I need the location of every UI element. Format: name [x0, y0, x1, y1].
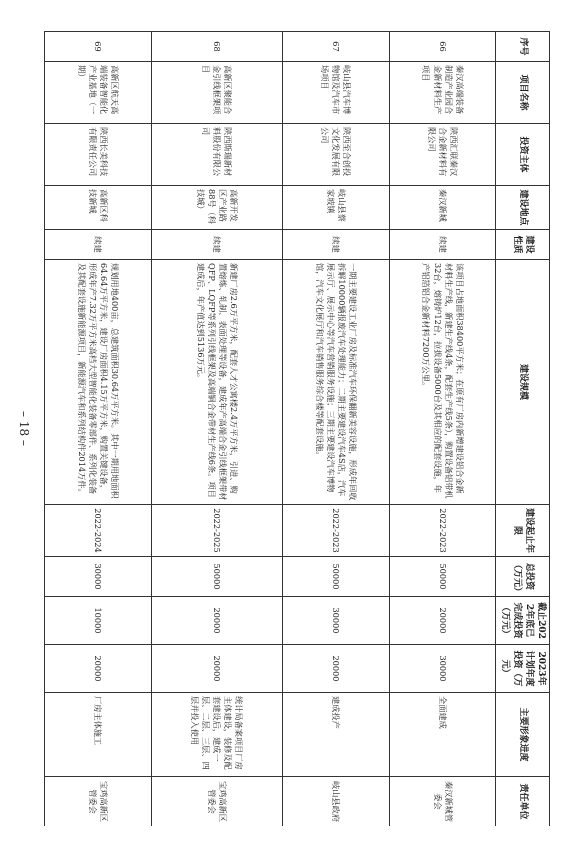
table-row: [389, 32, 496, 827]
total-investment: 30000: [45, 557, 152, 597]
header-cell: 投资主体: [496, 124, 550, 186]
planned-investment: 30000: [389, 645, 496, 693]
scale: 新建厂房2.6万平方米，配套人才公寓楼2.4万平方米，引进、购置熔炼、轧制、表面处理等设备，建成年产高端合金引线框架带材QFP、LQFP等系列引线框架及高端铜合金带材生产线6条。项目建成后，年产值达到5136万元。: [151, 260, 282, 505]
header-cell: 责任单位: [496, 777, 550, 827]
rotated-table-wrapper: [44, 31, 550, 826]
responsible-unit: 岐山县政府: [282, 777, 389, 827]
header-cell: 项目名称: [496, 62, 550, 124]
responsible-unit: 宝鸡高新区管委会: [151, 777, 282, 827]
completed-investment: 20000: [151, 597, 282, 645]
nature: 续建: [282, 230, 389, 260]
scale: 一期主要建设工业厂房及标准汽车环保翻新美容设施，形成年回收拆解10000辆报废汽车处理能力；二期主要建设汽车4S店，汽车展示厅、展示中心等汽车营销服务设施；三期主要建设汽车博物馆，汽车文化展厅和汽车销售服务综合楼等配套设施。: [282, 260, 389, 505]
investor: 陕西至合创投文化发展有限公司: [282, 124, 389, 186]
row-number: 68: [151, 32, 282, 62]
planned-investment: 20000: [151, 645, 282, 693]
planned-investment: 20000: [282, 645, 389, 693]
years: 2022-2023: [282, 505, 389, 557]
row-number: 66: [389, 32, 496, 62]
scale: 规划用地400亩，总建筑面积30.64万平方米。其中一期用地面积64.64万平方米，建设厂房面积4.15万平方米，购置关键设备，形成年产7.32万平方米高档大型智能化装备零部件、系列化装备及其配套设施新能源项目，新能源汽车和系列结构件2014万件。: [45, 260, 152, 505]
planned-investment: 20000: [45, 645, 152, 693]
header-cell: 建设起止年限: [496, 505, 550, 557]
project-name: 秦汉高端装备制造产业园合金新材料生产项目: [389, 62, 496, 124]
responsible-unit: 秦汉新城管委会: [389, 777, 496, 827]
progress: 全面建成: [389, 693, 496, 777]
table-row: [151, 32, 282, 827]
total-investment: 50000: [389, 557, 496, 597]
header-cell: 建设性质: [496, 230, 550, 260]
years: 2022-2025: [151, 505, 282, 557]
project-name: 高新区航天高端装备智能化产业基地（一期）: [45, 62, 152, 124]
header-cell: 总投资（万元）: [496, 557, 550, 597]
total-investment: 50000: [151, 557, 282, 597]
row-number: 67: [282, 32, 389, 62]
completed-investment: 10000: [45, 597, 152, 645]
header-cell: 建设规模: [496, 260, 550, 505]
nature: 续建: [45, 230, 152, 260]
completed-investment: 30000: [282, 597, 389, 645]
location: 秦汉新城: [389, 186, 496, 230]
investor: 陕西斯瑞新材料股份有限公司: [151, 124, 282, 186]
project-name: 高新区聚能合金引线框架项目: [151, 62, 282, 124]
row-number: 69: [45, 32, 152, 62]
nature: 续建: [389, 230, 496, 260]
scale: 该项目占地面积38400平方米；在原有厂房内新增建设铝合金新材料生产线，新建生产线4条，配套生产线5条），购置设备铝带机32台，熔铸炉12台，拉拔设备5000台及其相应的配套设施，年产铝箔铝合金新材料7200万公里。: [389, 260, 496, 505]
page-number: – 18 –: [17, 411, 31, 446]
years: 2022-2024: [45, 505, 152, 557]
investor: 陕西长美科技有限责任公司: [45, 124, 152, 186]
progress: 建成投产: [282, 693, 389, 777]
header-cell: 建设地点: [496, 186, 550, 230]
completed-investment: 20000: [389, 597, 496, 645]
nature: 续建: [151, 230, 282, 260]
location: 高新开发区产业路88号（科技城）: [151, 186, 282, 230]
location: 岐山县蔡家坡镇: [282, 186, 389, 230]
responsible-unit: 宝鸡高新区管委会: [45, 777, 152, 827]
table-container: [44, 31, 550, 826]
table-row: [45, 32, 152, 827]
header-row: [496, 32, 550, 827]
header-cell: 序号: [496, 32, 550, 62]
progress: 统计局备案项目厂房主体建设，装修及配套建设后，建成一层、二层、三层、四层并投入使用: [151, 693, 282, 777]
progress: 厂房主体施工: [45, 693, 152, 777]
project-table: [44, 31, 550, 826]
header-cell: 2023年计划年度投资（万元）: [496, 645, 550, 693]
location: 高新区科技新城: [45, 186, 152, 230]
years: 2022-2023: [389, 505, 496, 557]
header-cell: 主要形象进度: [496, 693, 550, 777]
total-investment: 50000: [282, 557, 389, 597]
table-row: [282, 32, 389, 827]
header-cell: 截止2022年底已完成投资（万元）: [496, 597, 550, 645]
investor: 陕西汇联秦汉合金新材料有限公司: [389, 124, 496, 186]
project-name: 岐山县汽车博物馆及汽车市场项目: [282, 62, 389, 124]
